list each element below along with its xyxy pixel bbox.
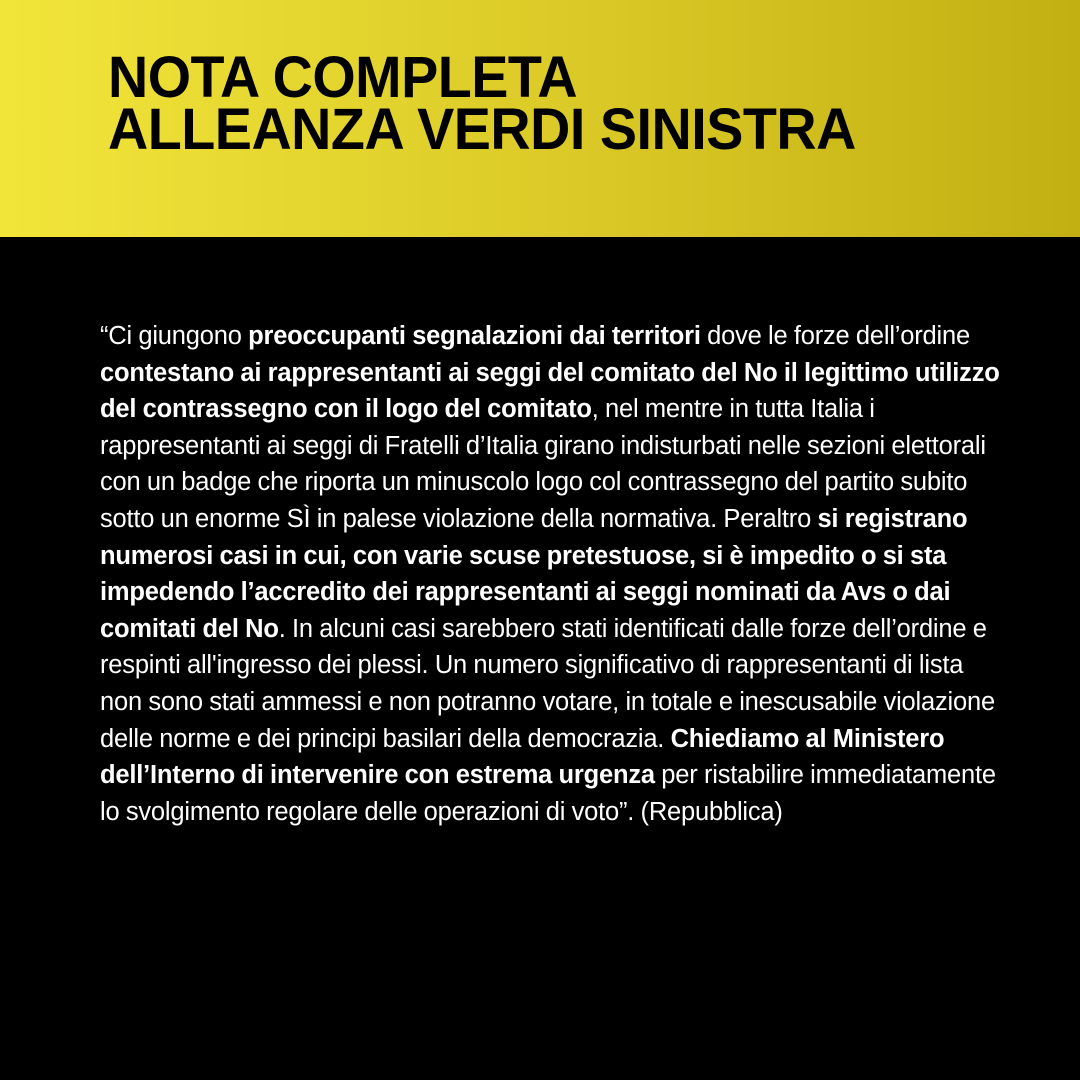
- quote-segment: dove le forze dell’ordine: [700, 322, 970, 350]
- title-line-1: NOTA COMPLETA: [108, 45, 578, 110]
- header-banner: [0, 0, 1080, 237]
- page-title: [108, 45, 887, 162]
- quote-segment: “Ci giungono: [100, 322, 249, 350]
- quote-segment-bold: preoccupanti segnalazioni dai territori: [248, 322, 701, 350]
- quote-segment: . In alcuni casi sarebbero stati identificati dalle forze dell’ordine e respinti all'ingresso dei plessi. Un numero significativo di rappresentanti di lista non sono stati ammessi e non potranno votare, in totale e inescusabile violazione delle norme e dei principi basilari della democrazia.: [100, 614, 995, 753]
- quote-segment: , nel mentre in tutta Italia i rappresentanti ai seggi di Fratelli d’Italia girano indisturbati nelle sezioni elettorali con un badge che riporta un minuscolo logo col contrassegno del partito subito sotto un enorme SÌ in palese violazione della normativa. Peraltro: [100, 395, 986, 533]
- quote-segment: per ristabilire immediatamente lo svolgimento regolare delle operazioni di voto”. (Repubblica): [100, 761, 996, 826]
- quote-segment-bold: Chiediamo al Ministero dell’Interno di intervenire con estrema urgenza: [100, 724, 945, 790]
- quote-segment-bold: contestano ai rappresentanti ai seggi del comitato del No il legittimo utilizzo del contrassegno con il logo del comitato: [100, 358, 1000, 424]
- quote-segment-bold: si registrano numerosi casi in cui, con varie scuse pretestuose, si è impedito o si sta impedendo l’accredito dei rappresentanti ai seggi nominati da Avs o dai comitati del No: [100, 504, 968, 643]
- title-line-2: ALLEANZA VERDI SINISTRA: [108, 97, 856, 162]
- statement-quote: [100, 318, 1000, 830]
